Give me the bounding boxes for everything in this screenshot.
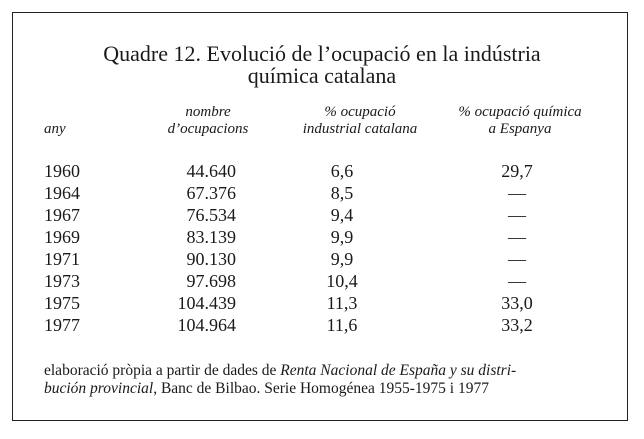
- header-chemical-line-1: % ocupació química: [458, 104, 582, 120]
- cell-industrial-share: 9,9: [330, 249, 354, 269]
- table-row: [0, 204, 644, 226]
- cell-chemical-share: —: [508, 249, 526, 269]
- cell-year: 1973: [44, 271, 80, 291]
- table-title-line-1: Quadre 12. Evolució de l’ocupació en la indústria: [103, 41, 541, 66]
- table-row: [0, 226, 644, 248]
- cell-employees: 97.698: [186, 271, 236, 291]
- cell-industrial-share: 9,4: [330, 205, 354, 225]
- cell-chemical-share: —: [508, 183, 526, 203]
- header-chemical-share: [430, 104, 610, 138]
- cell-employees: 90.130: [186, 249, 236, 269]
- cell-industrial-share: 9,9: [330, 227, 354, 247]
- source-prefix: elaboració pròpia a partir de dades de: [44, 362, 281, 379]
- cell-employees: 83.139: [186, 227, 236, 247]
- cell-year: 1967: [44, 205, 80, 225]
- cell-chemical-share: —: [508, 271, 526, 291]
- cell-employees: 44.640: [186, 161, 236, 181]
- cell-year: 1971: [44, 249, 80, 269]
- cell-year: 1964: [44, 183, 80, 203]
- header-industrial-line-1: % ocupació: [324, 104, 396, 120]
- cell-year: 1969: [44, 227, 80, 247]
- cell-chemical-share: —: [508, 227, 526, 247]
- header-chemical-line-2: a Espanya: [488, 121, 552, 137]
- header-industrial-share: [270, 104, 450, 138]
- table-row: [0, 292, 644, 314]
- cell-chemical-share: 33,2: [501, 315, 533, 335]
- table-row: [0, 314, 644, 336]
- table-row: [0, 270, 644, 292]
- table-row: [0, 248, 644, 270]
- header-employees-line-2: d’ocupacions: [167, 121, 249, 137]
- table-row: [0, 182, 644, 204]
- cell-industrial-share: 6,6: [330, 161, 354, 181]
- header-industrial-line-2: industrial catalana: [302, 121, 418, 137]
- cell-year: 1975: [44, 293, 80, 313]
- cell-year: 1977: [44, 315, 80, 335]
- cell-industrial-share: 8,5: [330, 183, 354, 203]
- cell-industrial-share: 10,4: [326, 271, 358, 291]
- table-row: [0, 160, 644, 182]
- header-year: any: [44, 121, 66, 137]
- source-suffix: , Banc de Bilbao. Serie Homogénea 1955-1975 i 1977: [153, 380, 489, 397]
- source-note: [44, 362, 612, 398]
- cell-employees: 67.376: [186, 183, 236, 203]
- cell-employees: 76.534: [186, 205, 236, 225]
- header-employees-line-1: nombre: [185, 104, 231, 120]
- cell-year: 1960: [44, 161, 80, 181]
- header-employees: [138, 104, 278, 138]
- source-work-title-1: Renta Nacional de España y su distri-: [280, 362, 517, 379]
- cell-chemical-share: 33,0: [501, 293, 533, 313]
- cell-employees: 104.439: [177, 293, 236, 313]
- cell-employees: 104.964: [177, 315, 236, 335]
- cell-industrial-share: 11,3: [326, 293, 358, 313]
- cell-chemical-share: 29,7: [501, 161, 533, 181]
- cell-chemical-share: —: [508, 205, 526, 225]
- cell-industrial-share: 11,6: [326, 315, 358, 335]
- source-work-title-2: bución provincial: [44, 380, 154, 397]
- table-title-line-2: química catalana: [247, 63, 397, 88]
